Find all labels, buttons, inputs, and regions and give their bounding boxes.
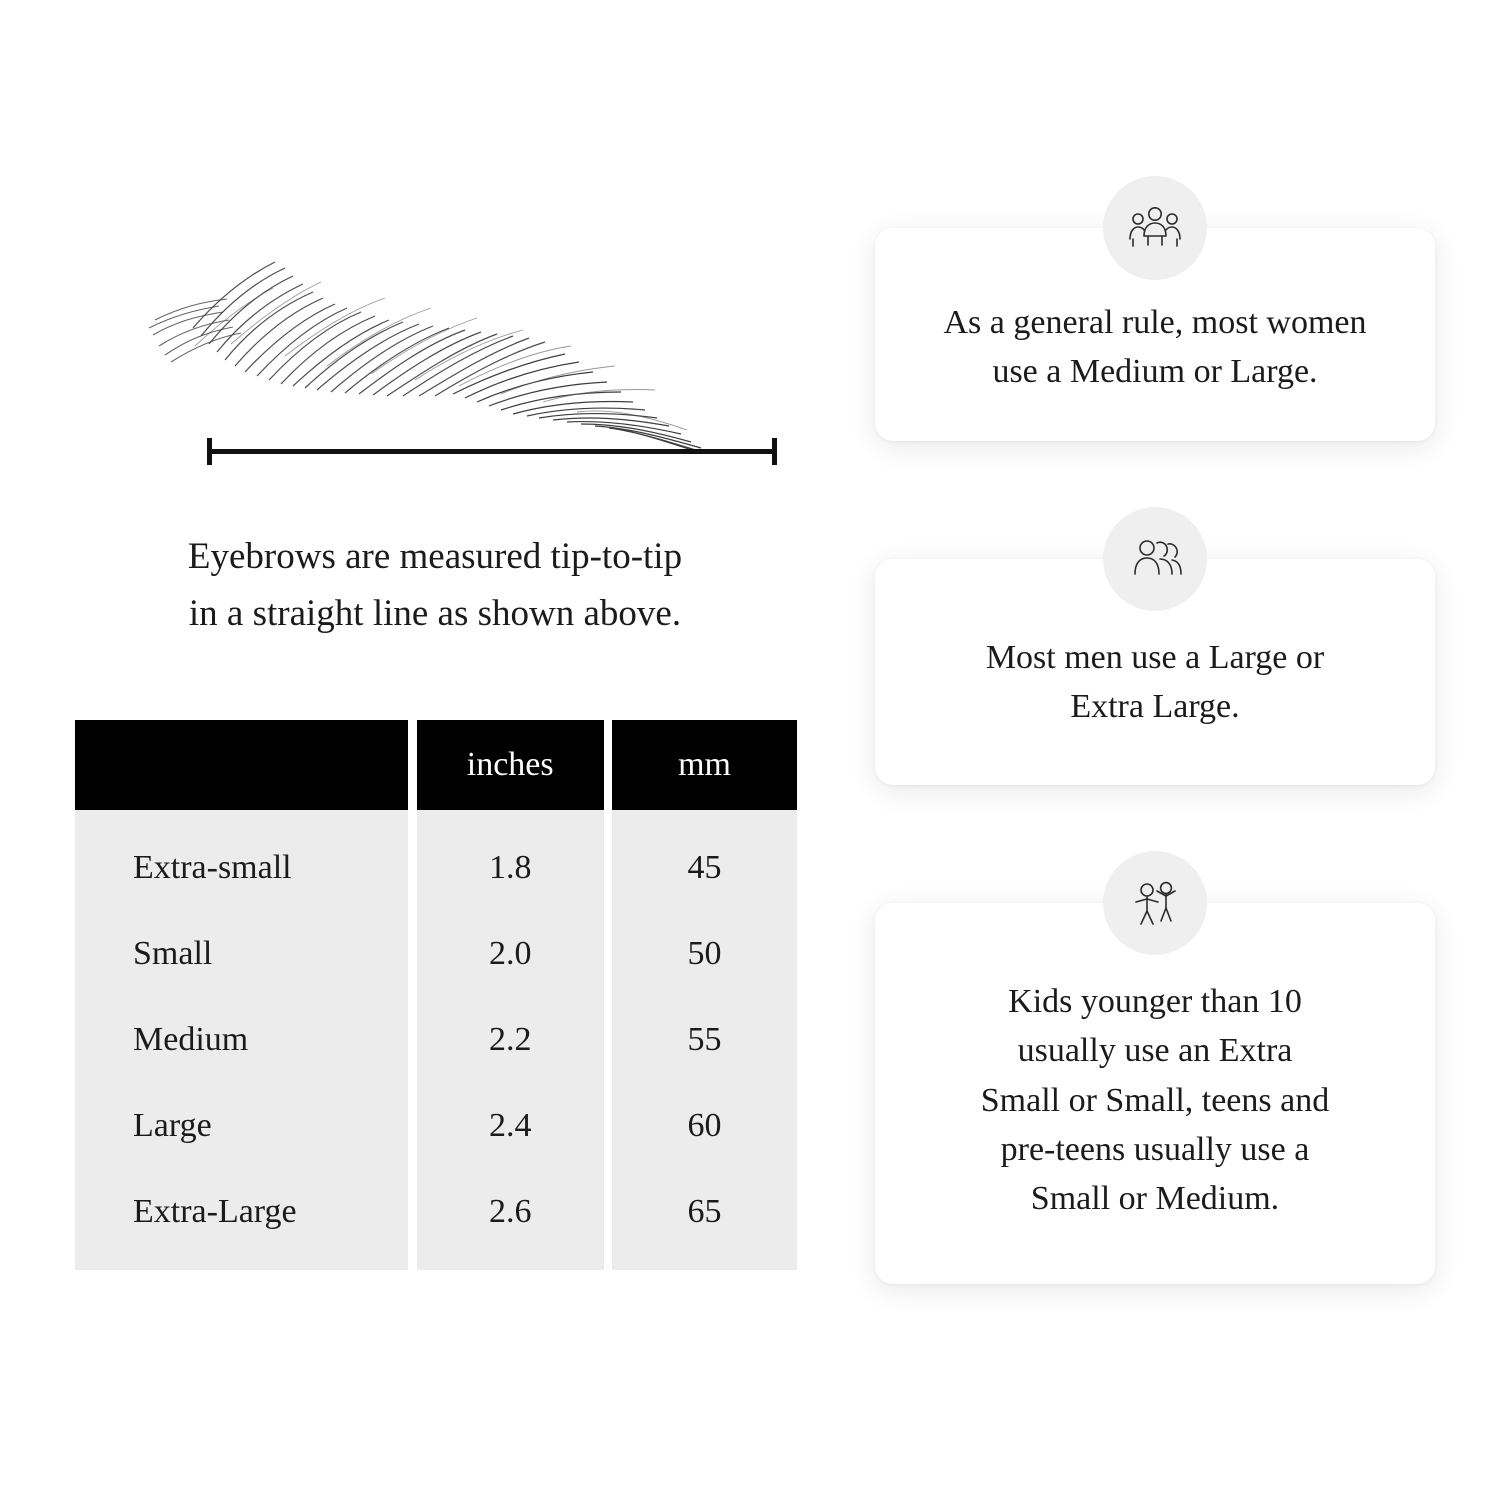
cell-inches: 2.0 bbox=[417, 911, 604, 997]
measurement-bar bbox=[207, 438, 777, 464]
cell-inches: 2.6 bbox=[417, 1169, 604, 1270]
cell-inches: 1.8 bbox=[417, 810, 604, 911]
cell-inches: 2.2 bbox=[417, 997, 604, 1083]
table-row bbox=[75, 1169, 797, 1270]
cell-mm: 65 bbox=[612, 1169, 797, 1270]
men-group-glyph bbox=[1127, 534, 1183, 584]
table-gap bbox=[408, 720, 417, 810]
table-header-size bbox=[75, 720, 408, 810]
eyebrow-figure bbox=[135, 150, 775, 480]
table-gap bbox=[604, 810, 613, 911]
card-kids bbox=[875, 903, 1435, 1283]
table-header-mm: mm bbox=[612, 720, 797, 810]
card-kids-line-4: pre-teens usually use a bbox=[1000, 1131, 1310, 1169]
size-table bbox=[75, 720, 797, 1270]
size-table-body bbox=[75, 810, 797, 1270]
figure-caption-line-2: in a straight line as shown above. bbox=[188, 593, 682, 635]
card-kids-text bbox=[919, 977, 1391, 1223]
cell-size: Extra-small bbox=[75, 810, 408, 911]
card-kids-line-3: Small or Small, teens and bbox=[980, 1081, 1330, 1119]
kids-icon bbox=[1103, 851, 1207, 955]
table-row bbox=[75, 810, 797, 911]
measure-line bbox=[207, 449, 777, 454]
measure-cap-right bbox=[772, 438, 777, 465]
card-women-line-1: As a general rule, most women bbox=[943, 304, 1367, 341]
card-kids-line-2: usually use an Extra bbox=[1017, 1032, 1293, 1070]
card-women bbox=[875, 228, 1435, 441]
table-gap bbox=[408, 997, 417, 1083]
cell-size: Medium bbox=[75, 997, 408, 1083]
table-gap bbox=[604, 911, 613, 997]
table-gap bbox=[604, 1083, 613, 1169]
kids-glyph bbox=[1128, 877, 1182, 929]
cell-inches: 2.4 bbox=[417, 1083, 604, 1169]
cell-mm: 50 bbox=[612, 911, 797, 997]
size-table-head bbox=[75, 720, 797, 810]
figure-caption bbox=[135, 528, 735, 643]
card-men bbox=[875, 559, 1435, 786]
figure-caption-line-1: Eyebrows are measured tip-to-tip bbox=[187, 536, 683, 577]
cell-mm: 45 bbox=[612, 810, 797, 911]
eyebrow-illustration-icon bbox=[135, 150, 775, 450]
cell-size: Extra-Large bbox=[75, 1169, 408, 1270]
table-gap bbox=[408, 911, 417, 997]
women-group-glyph bbox=[1127, 202, 1183, 254]
measurement-section bbox=[75, 150, 795, 643]
table-header-row bbox=[75, 720, 797, 810]
cell-size: Small bbox=[75, 911, 408, 997]
table-gap bbox=[408, 1083, 417, 1169]
card-men-text bbox=[919, 633, 1391, 732]
table-gap bbox=[408, 810, 417, 911]
men-group-icon bbox=[1103, 507, 1207, 611]
recommendation-cards bbox=[875, 150, 1435, 1284]
table-gap bbox=[604, 997, 613, 1083]
table-row bbox=[75, 911, 797, 997]
card-men-line-1: Most men use a Large or bbox=[985, 638, 1325, 676]
cell-mm: 60 bbox=[612, 1083, 797, 1169]
table-gap bbox=[604, 1169, 613, 1270]
cell-size: Large bbox=[75, 1083, 408, 1169]
women-group-icon bbox=[1103, 176, 1207, 280]
cell-mm: 55 bbox=[612, 997, 797, 1083]
table-gap bbox=[408, 1169, 417, 1270]
table-header-inches: inches bbox=[417, 720, 604, 810]
table-gap bbox=[604, 720, 613, 810]
card-kids-line-1: Kids younger than 10 bbox=[1008, 983, 1302, 1021]
card-men-line-2: Extra Large. bbox=[1070, 687, 1240, 725]
card-women-text bbox=[919, 298, 1391, 397]
table-row bbox=[75, 1083, 797, 1169]
card-kids-line-5: Small or Medium. bbox=[1030, 1180, 1280, 1218]
card-women-line-2: use a Medium or Large. bbox=[992, 353, 1318, 391]
table-row bbox=[75, 997, 797, 1083]
